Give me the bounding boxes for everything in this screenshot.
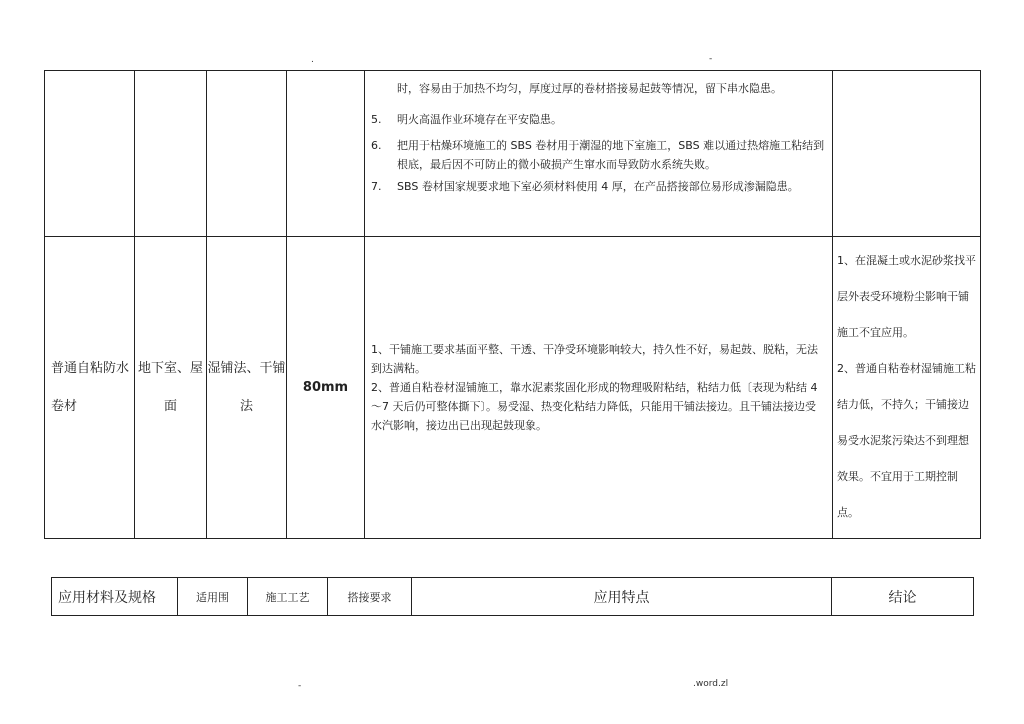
header-mark-right: -	[709, 54, 713, 64]
conclusion-cell	[833, 237, 981, 539]
conclusion-paragraph-2: 2、普通自粘卷材湿铺施工粘结力低，不持久；干铺接边易受水泥浆污染达不到理想效果。不宜用于工期控制点。	[837, 362, 976, 519]
table-row	[45, 71, 981, 237]
header-scope: 适用围	[178, 578, 248, 616]
list-item: 7. SBS 卷材国家规要求地下室必须材料使用 4 厚，在产品搭接部位易形成渗漏隐患。	[371, 180, 799, 193]
features-cell	[365, 237, 833, 539]
table-header-row	[52, 578, 974, 616]
features-paragraph-1: 1、干铺施工要求基面平整、干透、干净受环境影响较大，持久性不好，易起鼓、脱粘，无法到达满粘。	[371, 343, 818, 375]
features-list	[371, 79, 826, 196]
header-features: 应用特点	[412, 578, 832, 616]
list-item: 5. 明火高温作业环境存在平安隐患。	[371, 113, 562, 126]
list-item: 6. 把用于枯燥环境施工的 SBS 卷材用于潮湿的地下室施工，SBS 难以通过热熔施工粘结到根底，最后因不可防止的微小破损产生窜水而导致防水系统失败。	[371, 139, 825, 171]
features-cell	[365, 71, 833, 237]
scope-cell: 地下室、屋面	[135, 237, 207, 539]
table-row	[45, 237, 981, 539]
header-material: 应用材料及规格	[52, 578, 178, 616]
process-cell: 湿铺法、干铺法	[207, 237, 287, 539]
header-conclusion: 结论	[832, 578, 974, 616]
table-cell	[45, 71, 135, 237]
conclusion-paragraph-1: 1、在混凝土或水泥砂浆找平层外表受环境粉尘影响干铺施工不宜应用。	[837, 254, 976, 339]
table-cell	[135, 71, 207, 237]
header-mark-left: .	[311, 55, 314, 65]
header-lap: 搭接要求	[328, 578, 412, 616]
table-cell	[833, 71, 981, 237]
footer-mark-right: .word.zl	[693, 679, 729, 689]
list-item: 时，容易由于加热不均匀，厚度过厚的卷材搭接易起鼓等情况，留下串水隐患。	[397, 82, 782, 95]
spec-table-continued	[44, 70, 981, 539]
features-paragraph-2: 2、普通自粘卷材湿铺施工，靠水泥素浆固化形成的物理吸附粘结，粘结力低〔表现为粘结 4～7 天后仍可整体撕下〕。易受湿、热变化粘结力降低，只能用干铺法接边。且干铺法接边受水汽影响，接边出已出现起鼓现象。	[371, 381, 818, 432]
material-cell: 普通自粘防水卷材	[45, 237, 135, 539]
lap-cell: 80mm	[287, 237, 365, 539]
table-cell	[287, 71, 365, 237]
footer-mark-left: -	[298, 681, 302, 691]
table-cell	[207, 71, 287, 237]
spec-table-header	[51, 577, 974, 616]
header-process: 施工工艺	[248, 578, 328, 616]
